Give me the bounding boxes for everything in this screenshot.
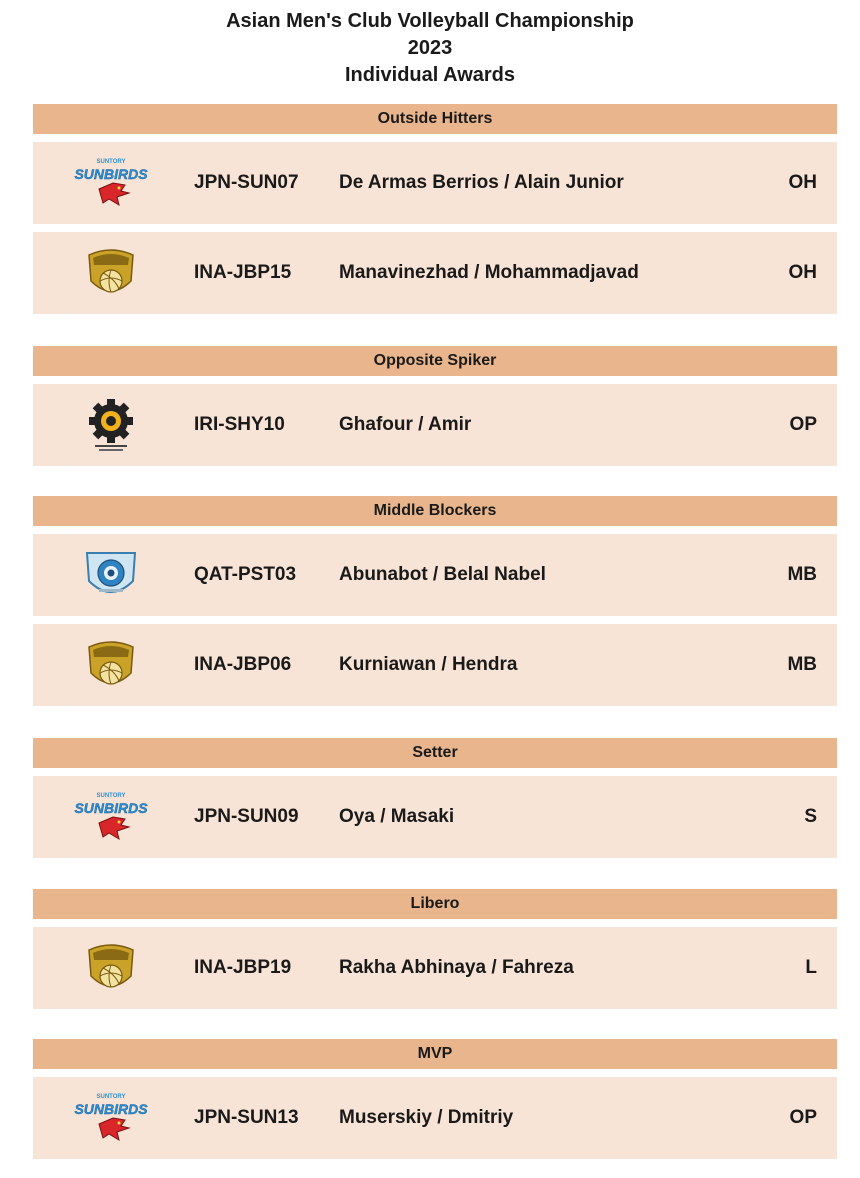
page-title <box>0 8 860 89</box>
player-position: L <box>805 957 817 978</box>
player-position: OP <box>789 1107 817 1128</box>
section-mvp <box>33 1039 837 1159</box>
player-code: INA-JBP06 <box>194 654 292 675</box>
player-name: Kurniawan / Hendra <box>339 654 518 675</box>
section-heading: Outside Hitters <box>33 104 837 134</box>
player-position: OH <box>788 262 817 283</box>
shahdab-gear-logo <box>81 397 141 455</box>
award-row <box>33 624 837 706</box>
award-row <box>33 232 837 314</box>
award-row <box>33 776 837 858</box>
player-code: JPN-SUN13 <box>194 1107 299 1128</box>
player-code: IRI-SHY10 <box>194 414 285 435</box>
section-heading: MVP <box>33 1039 837 1069</box>
title-line-2: 2023 <box>407 37 453 59</box>
section-libero <box>33 889 837 1009</box>
section-heading: Setter <box>33 738 837 768</box>
sunbirds-logo <box>74 1090 148 1148</box>
award-row <box>33 384 837 466</box>
svg-text:SUNBIRDS: SUNBIRDS <box>74 800 148 816</box>
svg-text:SUNTORY: SUNTORY <box>96 793 126 799</box>
player-position: MB <box>787 654 817 675</box>
bhayangkara-logo <box>81 637 141 695</box>
section-setter <box>33 738 837 858</box>
award-row <box>33 1077 837 1159</box>
player-name: Manavinezhad / Mohammadjavad <box>339 262 639 283</box>
award-row <box>33 534 837 616</box>
player-code: JPN-SUN09 <box>194 806 299 827</box>
player-position: OP <box>789 414 817 435</box>
player-name: Ghafour / Amir <box>339 414 472 435</box>
section-heading: Libero <box>33 889 837 919</box>
player-position: OH <box>788 172 817 193</box>
award-row <box>33 142 837 224</box>
player-code: INA-JBP15 <box>194 262 292 283</box>
bhayangkara-logo <box>81 940 141 998</box>
section-heading: Middle Blockers <box>33 496 837 526</box>
player-name: Muserskiy / Dmitriy <box>339 1107 514 1128</box>
sunbirds-logo <box>74 155 148 213</box>
svg-text:SUNTORY: SUNTORY <box>96 1094 126 1100</box>
player-name: Rakha Abhinaya / Fahreza <box>339 957 574 978</box>
player-code: INA-JBP19 <box>194 957 292 978</box>
player-code: QAT-PST03 <box>194 564 297 585</box>
player-name: De Armas Berrios / Alain Junior <box>339 172 624 193</box>
police-shield-logo <box>81 547 141 605</box>
player-position: S <box>804 806 817 827</box>
award-row <box>33 927 837 1009</box>
svg-text:SUNTORY: SUNTORY <box>96 159 126 165</box>
title-line-3: Individual Awards <box>344 64 516 86</box>
player-code: JPN-SUN07 <box>194 172 299 193</box>
section-opposite-spiker <box>33 346 837 466</box>
svg-text:SUNBIRDS: SUNBIRDS <box>74 166 148 182</box>
bhayangkara-logo <box>81 245 141 303</box>
svg-text:SUNBIRDS: SUNBIRDS <box>74 1101 148 1117</box>
title-line-1: Asian Men's Club Volleyball Championship <box>226 10 634 32</box>
player-position: MB <box>787 564 817 585</box>
player-name: Abunabot / Belal Nabel <box>339 564 546 585</box>
sunbirds-logo <box>74 789 148 847</box>
section-outside-hitters <box>33 104 837 314</box>
section-heading: Opposite Spiker <box>33 346 837 376</box>
player-name: Oya / Masaki <box>339 806 455 827</box>
section-middle-blockers <box>33 496 837 706</box>
